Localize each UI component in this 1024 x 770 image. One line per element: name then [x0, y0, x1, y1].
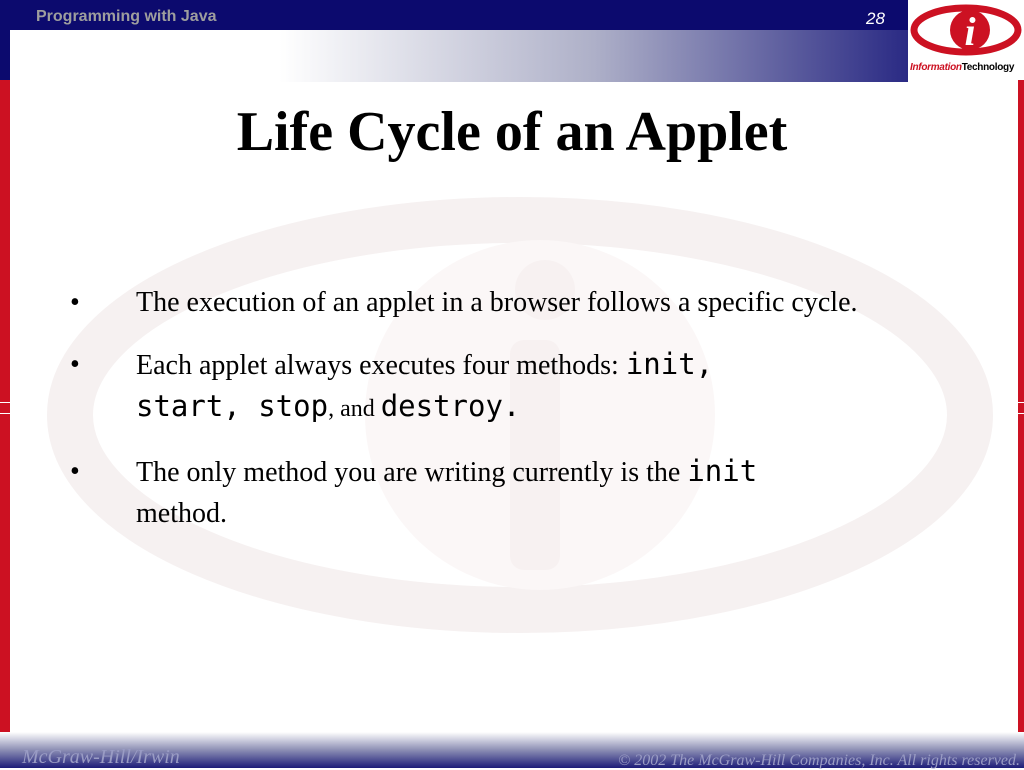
code-destroy: destroy. [380, 389, 521, 423]
code-start-stop: start, stop [136, 389, 329, 423]
bullet-text: method. [136, 498, 227, 529]
information-technology-logo [908, 0, 1024, 80]
footer-bar [0, 732, 1024, 768]
right-frame-red [1018, 80, 1024, 732]
bullet-text: The execution of an applet in a browser follows a specific cycle. [136, 287, 858, 318]
logo-word-information: Information [910, 62, 962, 73]
logo-swoosh-icon [908, 0, 1024, 62]
page-number: 28 [866, 9, 885, 28]
copyright-notice: © 2002 The McGraw-Hill Companies, Inc. All rights reserved. [618, 752, 1020, 769]
left-frame-divider [0, 413, 10, 414]
logo-wordmark [910, 62, 1014, 73]
left-frame-red [0, 80, 10, 732]
bullet-item [70, 451, 970, 534]
left-frame-divider [0, 402, 10, 403]
logo-letter: i [964, 9, 976, 54]
bullet-item [70, 282, 970, 323]
bullet-marker: • [70, 287, 80, 318]
header-gradient-band [10, 30, 908, 82]
code-init: init, [625, 347, 714, 381]
bullet-text: , and [328, 396, 381, 422]
bullet-marker: • [70, 349, 80, 380]
slide-title: Life Cycle of an Applet [236, 101, 788, 163]
bullet-item [70, 344, 970, 430]
bullet-marker: • [70, 456, 80, 487]
code-init: init [687, 454, 758, 488]
right-frame-divider [1018, 402, 1024, 403]
left-frame-top [0, 30, 10, 80]
header-bar [0, 0, 1024, 30]
bullet-text: The only method you are writing currently is the [136, 457, 688, 488]
right-frame-divider [1018, 413, 1024, 414]
course-title: Programming with Java [36, 8, 217, 25]
publisher-name: McGraw-Hill/Irwin [22, 746, 180, 768]
logo-word-technology: Technology [961, 62, 1015, 73]
bullet-list [70, 282, 970, 555]
bullet-text: Each applet always executes four methods: [136, 350, 626, 381]
